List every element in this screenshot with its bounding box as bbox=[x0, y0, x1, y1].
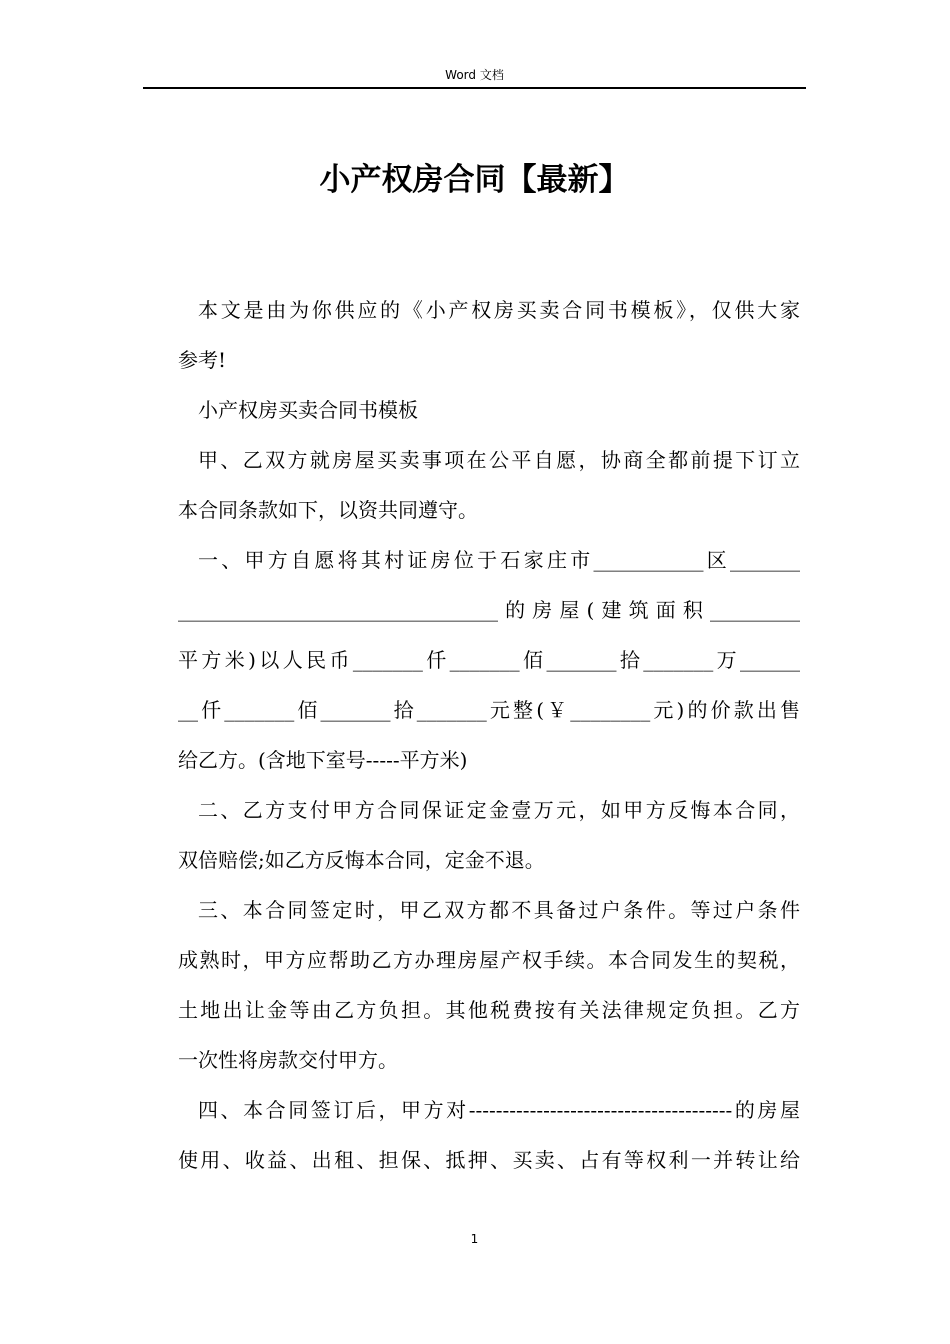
paragraph-line: 参考! bbox=[178, 348, 227, 372]
clause-1-line: 一、甲方自愿将其村证房位于石家庄市___________区_______ bbox=[198, 548, 800, 572]
page-header: Word 文档 bbox=[445, 68, 504, 82]
clause-3-line: 三、本合同签定时，甲乙双方都不具备过户条件。等过户条件 bbox=[198, 898, 800, 922]
paragraph-line: 本文是由为你供应的《小产权房买卖合同书模板》，仅供大家 bbox=[198, 298, 800, 322]
clause-3-line: 成熟时，甲方应帮助乙方办理房屋产权手续。本合同发生的契税， bbox=[178, 948, 800, 972]
header-divider bbox=[143, 87, 806, 89]
paragraph-line: 甲、乙双方就房屋买卖事项在公平自愿，协商全都前提下订立 bbox=[198, 448, 800, 472]
clause-1-line: 给乙方。(含地下室号-----平方米) bbox=[178, 748, 468, 772]
clause-4-line: 使用、收益、出租、担保、抵押、买卖、占有等权利一并转让给 bbox=[178, 1148, 800, 1172]
clause-1-line: ________________________________的房屋(建筑面积_________ bbox=[178, 598, 800, 622]
clause-3-line: 土地出让金等由乙方负担。其他税费按有关法律规定负担。乙方 bbox=[178, 998, 800, 1022]
clause-3-line: 一次性将房款交付甲方。 bbox=[178, 1048, 398, 1072]
document-title: 小产权房合同【最新】 bbox=[319, 162, 630, 198]
page-number: 1 bbox=[470, 1232, 479, 1246]
section-heading: 小产权房买卖合同书模板 bbox=[198, 398, 418, 422]
paragraph-line: 本合同条款如下，以资共同遵守。 bbox=[178, 498, 478, 522]
clause-1-line: 平方米)以人民币_______仟_______佰_______拾_______万______ bbox=[178, 648, 800, 672]
clause-1-line: __仟_______佰_______拾_______元整(￥________元)的价款出售 bbox=[178, 698, 800, 722]
clause-2-line: 二、乙方支付甲方合同保证定金壹万元，如甲方反悔本合同， bbox=[198, 798, 800, 822]
clause-4-line: 四、本合同签订后，甲方对---------------------------------------的房屋 bbox=[198, 1098, 800, 1122]
clause-2-line: 双倍赔偿;如乙方反悔本合同，定金不退。 bbox=[178, 848, 545, 872]
